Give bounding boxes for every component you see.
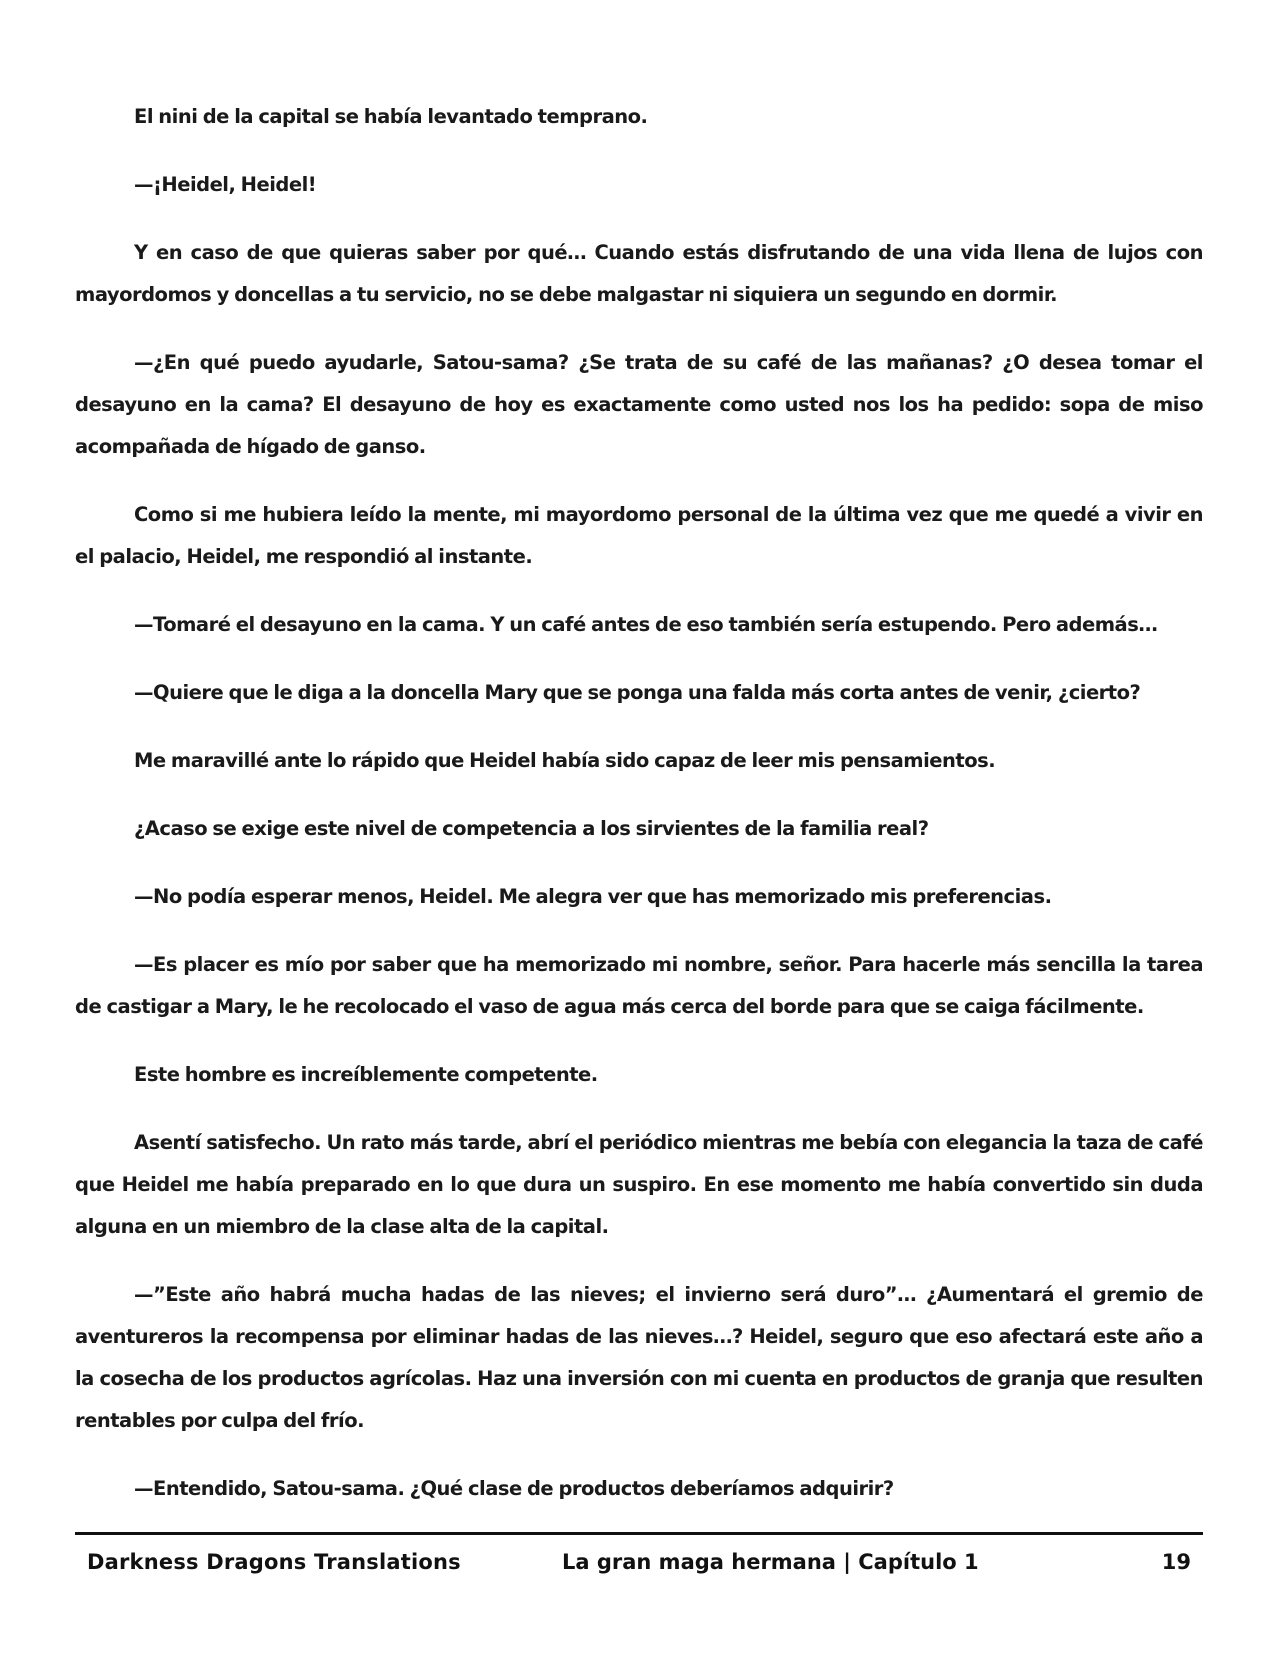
paragraph: —¡Heidel, Heidel! [134, 173, 317, 196]
paragraph: —”Este año habrá mucha hadas de las nieves; el invierno será duro”… ¿Aumentará el gremio de aventureros la recompensa por eliminar hadas de las nieves…? Heidel, seguro que eso afectará este año a la cosecha de los productos agrícolas. Haz una inversión con mi cuenta en productos de granja que resulten rentables por culpa del frío. [75, 1283, 1203, 1432]
paragraph: El nini de la capital se había levantado temprano. [134, 105, 648, 128]
paragraph: ¿Acaso se exige este nivel de competencia a los sirvientes de la familia real? [134, 817, 929, 840]
paragraph: Como si me hubiera leído la mente, mi mayordomo personal de la última vez que me quedé a vivir en el palacio, Heidel, me respondió al instante. [75, 503, 1203, 568]
paragraph: —Entendido, Satou-sama. ¿Qué clase de productos deberíamos adquirir? [134, 1477, 894, 1500]
paragraph: —No podía esperar menos, Heidel. Me alegra ver que has memorizado mis preferencias. [134, 885, 1052, 908]
paragraph: —Tomaré el desayuno en la cama. Y un café antes de eso también sería estupendo. Pero además… [134, 613, 1158, 636]
page-number: 19 [1161, 1550, 1191, 1574]
paragraph: —¿En qué puedo ayudarle, Satou-sama? ¿Se trata de su café de las mañanas? ¿O desea tomar el desayuno en la cama? El desayuno de hoy es exactamente como usted nos los ha pedido: sopa de miso acompañada de hígado de ganso. [75, 351, 1203, 458]
paragraph: —Es placer es mío por saber que ha memorizado mi nombre, señor. Para hacerle más sencilla la tarea de castigar a Mary, le he recolocado el vaso de agua más cerca del borde para que se caiga fácilmente. [75, 953, 1203, 1018]
paragraph: Este hombre es increíblemente competente. [134, 1063, 598, 1086]
paragraph: Me maravillé ante lo rápido que Heidel había sido capaz de leer mis pensamientos. [134, 749, 996, 772]
paragraph: —Quiere que le diga a la doncella Mary que se ponga una falda más corta antes de venir, ¿cierto? [134, 681, 1141, 704]
body-text [75, 96, 1203, 1536]
page-footer [75, 1544, 1203, 1584]
paragraph: Asentí satisfecho. Un rato más tarde, abrí el periódico mientras me bebía con elegancia la taza de café que Heidel me había preparado en lo que dura un suspiro. En ese momento me había convertido sin duda alguna en un miembro de la clase alta de la capital. [75, 1131, 1203, 1238]
footer-chapter-title: La gran maga hermana | Capítulo 1 [562, 1550, 979, 1574]
footer-translator-credit: Darkness Dragons Translations [87, 1550, 461, 1574]
paragraph: Y en caso de que quieras saber por qué… Cuando estás disfrutando de una vida llena de lujos con mayordomos y doncellas a tu servicio, no se debe malgastar ni siquiera un segundo en dormir. [75, 241, 1203, 306]
footer-divider [75, 1532, 1203, 1535]
